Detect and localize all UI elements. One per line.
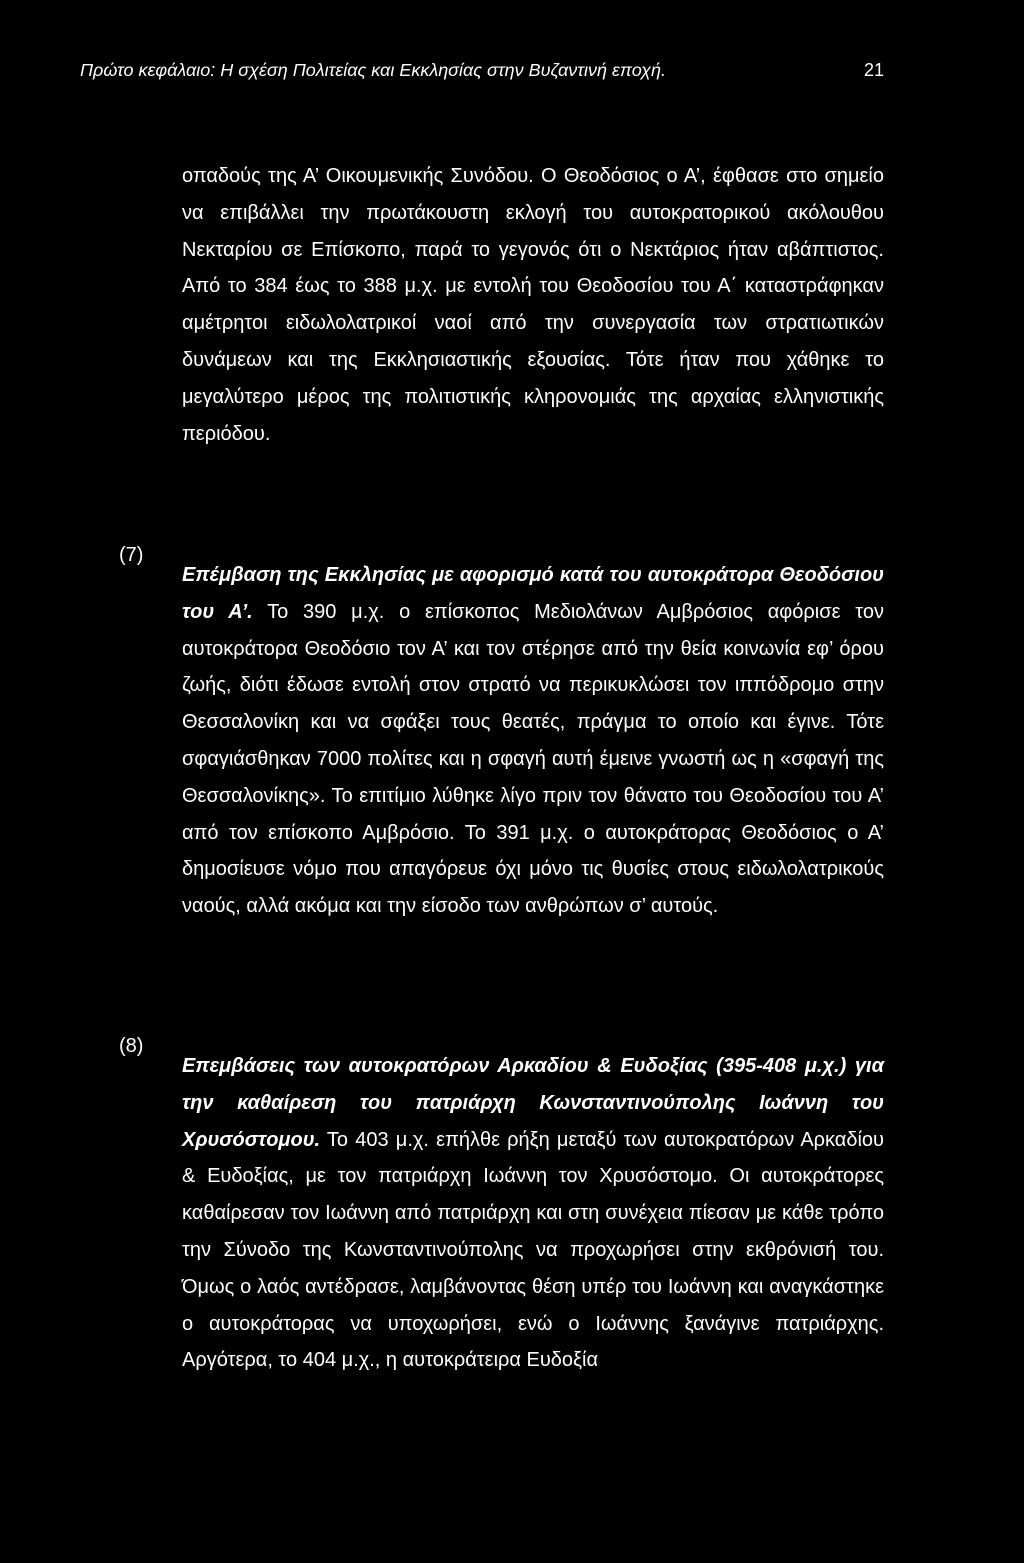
note-number: (7) bbox=[119, 544, 144, 566]
note-8 bbox=[119, 1028, 884, 1399]
page-number: 21 bbox=[863, 60, 884, 80]
running-header: Πρώτο κεφάλαιο: Η σχέση Πολιτείας και Εκκλησίας στην Βυζαντινή εποχή. bbox=[80, 60, 667, 80]
note-7 bbox=[119, 537, 884, 945]
intro-paragraph-text: οπαδούς της Α’ Οικουμενικής Συνόδου. Ο Θεοδόσιος ο Α’, έφθασε στο σημείο να επιβάλλει την πρωτάκουστη εκλογή του αυτοκρατορικού ακόλουθου Νεκταρίου σε Επίσκοπο, παρά το γεγονός ότι ο Νεκτάριος ήταν αβάπτιστος. Από το 384 έως το 388 μ.χ. με εντολή του Θεοδοσίου του Α΄ καταστράφηκαν αμέτρητοι ειδωλολατρικοί ναοί από την συνεργασία των στρατιωτικών δυνάμεων και της Εκκλησιαστικής εξουσίας. Τότε ήταν που χάθηκε το μεγαλύτερο μέρος της πολιτιστικής κληρονομιάς της αρχαίας ελληνιστικής περιόδου. bbox=[182, 165, 884, 445]
note-heading: Επεμβάσεις των αυτοκρατόρων Αρκαδίου & Ευδοξίας (395-408 μ.χ.) για την καθαίρεση του πατριάρχη Κωνσταντινούπολης Ιωάννη του Χρυσόστομου. bbox=[182, 1055, 884, 1151]
note-heading: Επέμβαση της Εκκλησίας με αφορισμό κατά του αυτοκράτορα Θεοδόσιου του Α’. bbox=[182, 564, 884, 623]
note-number: (8) bbox=[119, 1035, 144, 1057]
intro-paragraph bbox=[182, 158, 884, 452]
note-body: Το 403 μ.χ. επήλθε ρήξη μεταξύ των αυτοκρατόρων Αρκαδίου & Ευδοξίας, με τον πατριάρχη Ιωάννη τον Χρυσόστομο. Οι αυτοκράτορες καθαίρεσαν τον Ιωάννη από πατριάρχη και στη συνέχεια πίεσαν με κάθε τρόπο την Σύνοδο της Κωνσταντινούπολης να προχωρήσει στην εκθρόνισή του. Όμως ο λαός αντέδρασε, λαμβάνοντας θέση υπέρ του Ιωάννη και αναγκάστηκε ο αυτοκράτορας να υποχωρήσει, ενώ ο Ιωάννης ξανάγινε πατριάρχης. Αργότερα, το 404 μ.χ., η αυτοκράτειρα Ευδοξία bbox=[182, 1128, 884, 1372]
note-body: Το 390 μ.χ. ο επίσκοπος Μεδιολάνων Αμβρόσιος αφόρισε τον αυτοκράτορα Θεοδόσιο τον Α’ και τον στέρησε από την θεία κοινωνία εφ’ όρου ζωής, διότι έδωσε εντολή στον στρατό να περικυκλώσει τον ιππόδρομο στην Θεσσαλονίκη και να σφάξει τους θεατές, πράγμα το οποίο και έγινε. Τότε σφαγιάσθηκαν 7000 πολίτες και η σφαγή αυτή έμεινε γνωστή ως η «σφαγή της Θεσσαλονίκης». Το επιτίμιο λύθηκε λίγο πριν τον θάνατο του Θεοδοσίου του Α’ από τον επίσκοπο Αμβρόσιο. Το 391 μ.χ. ο αυτοκράτορας Θεοδόσιος ο Α’ δημοσίευσε νόμο που απαγόρευε όχι μόνο τις θυσίες στους ειδωλολατρικούς ναούς, αλλά ακόμα και την είσοδο των ανθρώπων σ’ αυτούς. bbox=[182, 600, 884, 918]
